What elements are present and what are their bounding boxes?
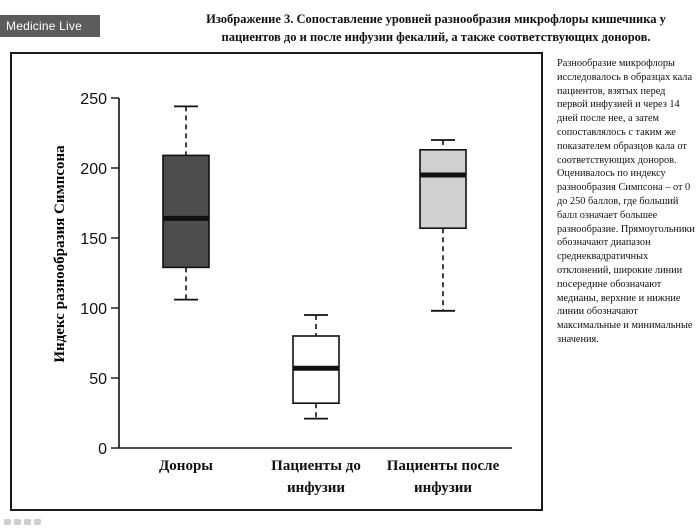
iqr-box bbox=[163, 155, 209, 267]
boxplot-chart bbox=[12, 54, 541, 509]
pencil-icon[interactable] bbox=[14, 519, 21, 525]
y-tick-label: 0 bbox=[98, 441, 107, 458]
box-3 bbox=[420, 140, 466, 311]
y-tick-label: 50 bbox=[89, 371, 107, 388]
y-tick-label: 100 bbox=[80, 301, 107, 318]
fullscreen-icon[interactable] bbox=[4, 519, 11, 525]
site-badge: Medicine Live bbox=[0, 15, 100, 37]
y-tick-label: 150 bbox=[80, 231, 107, 248]
figure-description: Разнообразие микрофлоры исследовалось в образцах кала пациентов, взятых перед первой инфузией и через 14 дней после нее, а затем сопоставлялось с таким же показателем образцов кала от соответствующих доноров. Оценивалось по индексу разнообразия Симпсона – от 0 до 250 баллов, где больший балл означает большее разнообразие. Прямоугольники обозначают диапазон среднеквадратичных отклонений, широкие линии посередине обозначают медианы, верхние и нижние линии обозначают максимальные и минимальные значения. bbox=[557, 58, 695, 345]
figure-title: Изображение 3. Сопоставление уровней разнообразия микрофлоры кишечника у пациентов до и после инфузии фекалий, а также соответствующих доноров. bbox=[206, 12, 666, 44]
mail-icon[interactable] bbox=[34, 519, 41, 525]
y-axis-label: Индекс разнообразия Симпсона bbox=[52, 145, 68, 363]
y-tick-label: 250 bbox=[80, 91, 107, 108]
x-category-label: инфузии bbox=[413, 480, 473, 496]
box-1 bbox=[163, 106, 209, 299]
x-category-label: Пациенты до bbox=[271, 458, 361, 474]
x-category-label: Пациенты после bbox=[386, 458, 500, 474]
viewer-toolbar bbox=[0, 516, 700, 528]
folder-icon[interactable] bbox=[24, 519, 31, 525]
iqr-box bbox=[420, 150, 466, 228]
y-tick-label: 200 bbox=[80, 161, 107, 178]
chart-frame bbox=[10, 52, 543, 511]
x-category-label: инфузии bbox=[286, 480, 346, 496]
x-category-label: Доноры bbox=[158, 458, 214, 474]
box-2 bbox=[293, 315, 339, 419]
